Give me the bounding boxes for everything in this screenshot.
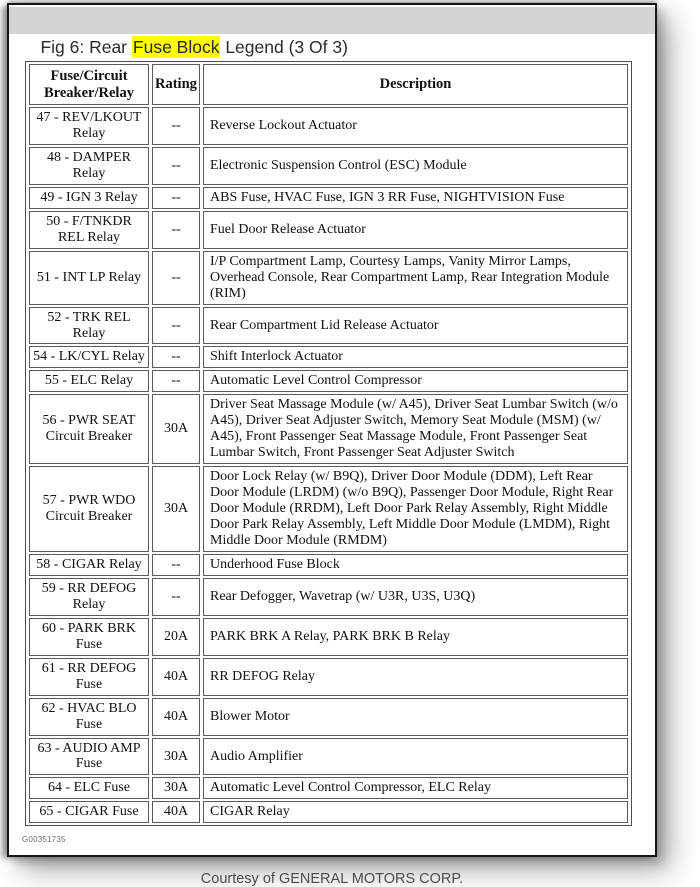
- description-cell: I/P Compartment Lamp, Courtesy Lamps, Vanity Mirror Lamps, Overhead Console, Rear Compartment Lamp, Rear Integration Module (RIM): [203, 251, 628, 305]
- table-row: [29, 394, 628, 464]
- table-row: [29, 187, 628, 209]
- figure-title-bar: [9, 7, 655, 57]
- fuse-cell: 65 - CIGAR Fuse: [29, 801, 149, 823]
- rating-cell: 40A: [152, 801, 200, 823]
- table-row: [29, 777, 628, 799]
- rating-cell: --: [152, 107, 200, 145]
- figure-title-prefix: Fig 6: Rear: [40, 37, 132, 57]
- fuse-cell: 55 - ELC Relay: [29, 370, 149, 392]
- description-cell: Automatic Level Control Compressor, ELC Relay: [203, 777, 628, 799]
- table-row: [29, 578, 628, 616]
- fuse-legend-table: [25, 61, 632, 826]
- table-row: [29, 698, 628, 736]
- rating-cell: 40A: [152, 698, 200, 736]
- courtesy-line: Courtesy of GENERAL MOTORS CORP.: [200, 871, 464, 887]
- description-cell: Shift Interlock Actuator: [203, 346, 628, 368]
- description-cell: Audio Amplifier: [203, 738, 628, 776]
- description-cell: Fuel Door Release Actuator: [203, 211, 628, 249]
- header-description: Description: [203, 64, 628, 105]
- fuse-cell: 48 - DAMPER Relay: [29, 147, 149, 185]
- fuse-cell: 49 - IGN 3 Relay: [29, 187, 149, 209]
- figure-title-suffix: Legend (3 Of 3): [220, 37, 348, 57]
- fuse-cell: 47 - REV/LKOUT Relay: [29, 107, 149, 145]
- fuse-cell: 61 - RR DEFOG Fuse: [29, 658, 149, 696]
- table-row: [29, 107, 628, 145]
- rating-cell: 30A: [152, 394, 200, 464]
- header-rating: Rating: [152, 64, 200, 105]
- fuse-cell: 54 - LK/CYL Relay: [29, 346, 149, 368]
- description-cell: Underhood Fuse Block: [203, 554, 628, 576]
- description-cell: ABS Fuse, HVAC Fuse, IGN 3 RR Fuse, NIGHTVISION Fuse: [203, 187, 628, 209]
- table-row: [29, 211, 628, 249]
- rating-cell: --: [152, 187, 200, 209]
- fuse-cell: 50 - F/TNKDR REL Relay: [29, 211, 149, 249]
- rating-cell: 30A: [152, 777, 200, 799]
- fuse-cell: 64 - ELC Fuse: [29, 777, 149, 799]
- header-fuse-circuit-breaker-relay: Fuse/Circuit Breaker/Relay: [29, 64, 149, 105]
- description-cell: Rear Defogger, Wavetrap (w/ U3R, U3S, U3Q): [203, 578, 628, 616]
- rating-cell: --: [152, 554, 200, 576]
- table-row: [29, 554, 628, 576]
- fuse-cell: 62 - HVAC BLO Fuse: [29, 698, 149, 736]
- table-row: [29, 618, 628, 656]
- rating-cell: --: [152, 251, 200, 305]
- description-cell: CIGAR Relay: [203, 801, 628, 823]
- figure-id-label: G00351735: [22, 835, 66, 845]
- rating-cell: --: [152, 211, 200, 249]
- description-cell: Driver Seat Massage Module (w/ A45), Driver Seat Lumbar Switch (w/o A45), Driver Seat Adjuster Switch, Memory Seat Module (MSM) (w/ A45), Front Passenger Seat Massage Module, Front Passenger Seat Lumbar Switch, Front Passenger Seat Adjuster Switch: [203, 394, 628, 464]
- table-row: [29, 738, 628, 776]
- description-cell: Electronic Suspension Control (ESC) Module: [203, 147, 628, 185]
- rating-cell: 30A: [152, 466, 200, 552]
- rating-cell: --: [152, 346, 200, 368]
- search-highlight: Fuse Block: [132, 37, 220, 57]
- rating-cell: --: [152, 578, 200, 616]
- fuse-cell: 59 - RR DEFOG Relay: [29, 578, 149, 616]
- fuse-cell: 57 - PWR WDO Circuit Breaker: [29, 466, 149, 552]
- description-cell: Door Lock Relay (w/ B9Q), Driver Door Module (DDM), Left Rear Door Module (LRDM) (w/o B9Q), Passenger Door Module, Right Rear Door Module (RRDM), Left Door Park Relay Assembly, Right Middle Door Park Relay Assembly, Left Middle Door Module (LMDM), Right Middle Door Module (RMDM): [203, 466, 628, 552]
- description-cell: Reverse Lockout Actuator: [203, 107, 628, 145]
- fuse-cell: 63 - AUDIO AMP Fuse: [29, 738, 149, 776]
- description-cell: RR DEFOG Relay: [203, 658, 628, 696]
- table-row: [29, 370, 628, 392]
- fuse-cell: 58 - CIGAR Relay: [29, 554, 149, 576]
- table-row: [29, 466, 628, 552]
- rating-cell: --: [152, 147, 200, 185]
- table-row: [29, 251, 628, 305]
- rating-cell: --: [152, 307, 200, 345]
- fuse-cell: 60 - PARK BRK Fuse: [29, 618, 149, 656]
- fuse-cell: 51 - INT LP Relay: [29, 251, 149, 305]
- table-row: [29, 658, 628, 696]
- fuse-cell: 52 - TRK REL Relay: [29, 307, 149, 345]
- table-row: [29, 801, 628, 823]
- table-header-row: [29, 64, 628, 105]
- description-cell: Blower Motor: [203, 698, 628, 736]
- fuse-cell: 56 - PWR SEAT Circuit Breaker: [29, 394, 149, 464]
- table-row: [29, 307, 628, 345]
- description-cell: Rear Compartment Lid Release Actuator: [203, 307, 628, 345]
- table-row: [29, 147, 628, 185]
- description-cell: PARK BRK A Relay, PARK BRK B Relay: [203, 618, 628, 656]
- document-page: [7, 3, 657, 887]
- rating-cell: 40A: [152, 658, 200, 696]
- rating-cell: --: [152, 370, 200, 392]
- description-cell: Automatic Level Control Compressor: [203, 370, 628, 392]
- rating-cell: 30A: [152, 738, 200, 776]
- rating-cell: 20A: [152, 618, 200, 656]
- table-row: [29, 346, 628, 368]
